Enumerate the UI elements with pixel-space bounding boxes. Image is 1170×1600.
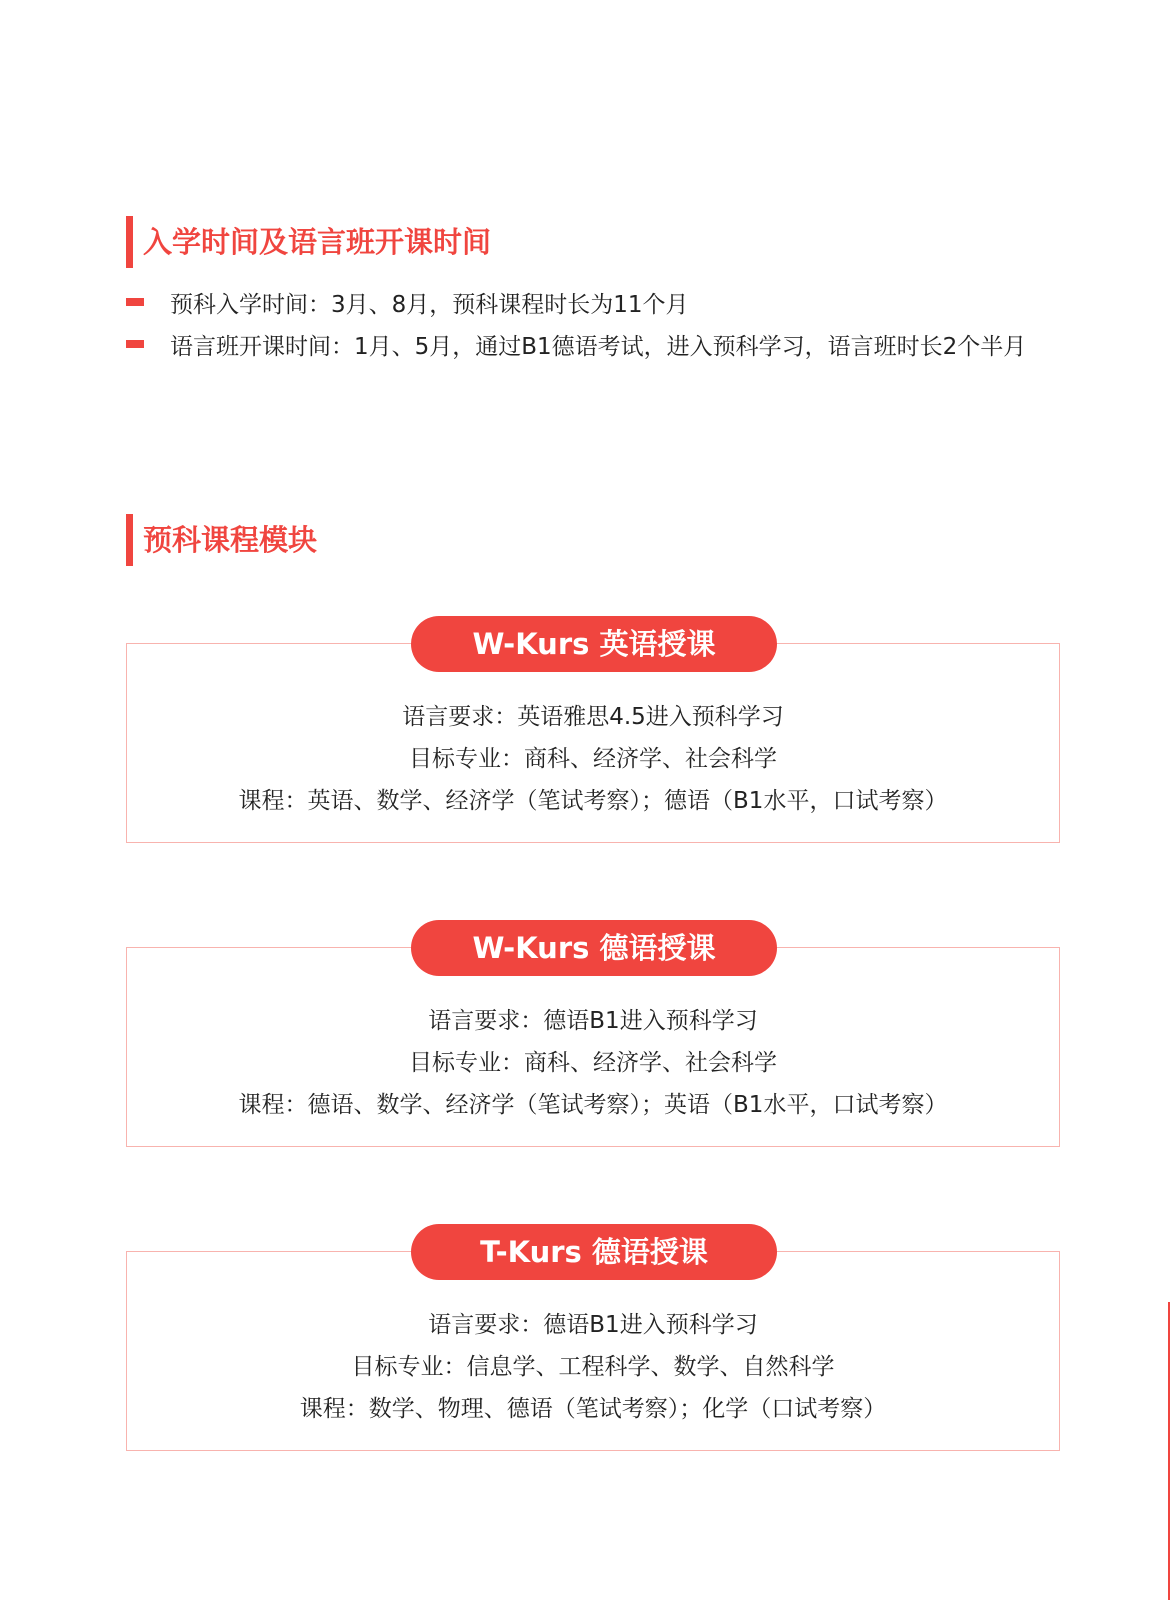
course-card	[126, 1235, 1060, 1451]
course-language-requirement: 语言要求：英语雅思4.5进入预科学习	[402, 704, 784, 730]
course-details	[127, 1304, 1059, 1430]
course-card	[126, 627, 1060, 843]
course-subjects: 课程：英语、数学、经济学（笔试考察）；德语（B1水平，口试考察）	[238, 788, 948, 814]
intake-bullet-text: 语言班开课时间：1月、5月，通过B1德语考试，进入预科学习，语言班时长2个半月	[170, 334, 1027, 360]
course-title-pill: W-Kurs 英语授课	[411, 616, 777, 672]
course-card	[126, 931, 1060, 1147]
course-title-pill: T-Kurs 德语授课	[411, 1224, 777, 1280]
course-details	[127, 696, 1059, 822]
course-target-majors: 目标专业：商科、经济学、社会科学	[409, 746, 777, 772]
intake-bullet-text: 预科入学时间：3月、8月，预科课程时长为11个月	[170, 292, 689, 318]
bullet-marker	[126, 340, 144, 348]
heading-accent-bar	[126, 514, 133, 566]
bullet-marker	[126, 298, 144, 306]
course-target-majors: 目标专业：信息学、工程科学、数学、自然科学	[351, 1354, 835, 1380]
modules-section-heading	[126, 514, 317, 566]
course-language-requirement: 语言要求：德语B1进入预科学习	[428, 1312, 758, 1338]
intake-bullet-list	[126, 284, 1066, 368]
course-title-pill: W-Kurs 德语授课	[411, 920, 777, 976]
course-details	[127, 1000, 1059, 1126]
course-subjects: 课程：德语、数学、经济学（笔试考察）；英语（B1水平，口试考察）	[238, 1092, 948, 1118]
course-subjects: 课程：数学、物理、德语（笔试考察）；化学（口试考察）	[299, 1396, 887, 1422]
intake-bullet-item	[126, 284, 1066, 326]
intake-bullet-item	[126, 326, 1066, 368]
modules-section-title: 预科课程模块	[143, 523, 318, 557]
intake-section-heading	[126, 216, 491, 268]
heading-accent-bar	[126, 216, 133, 268]
intake-section-title: 入学时间及语言班开课时间	[143, 225, 492, 259]
course-target-majors: 目标专业：商科、经济学、社会科学	[409, 1050, 777, 1076]
course-language-requirement: 语言要求：德语B1进入预科学习	[428, 1008, 758, 1034]
